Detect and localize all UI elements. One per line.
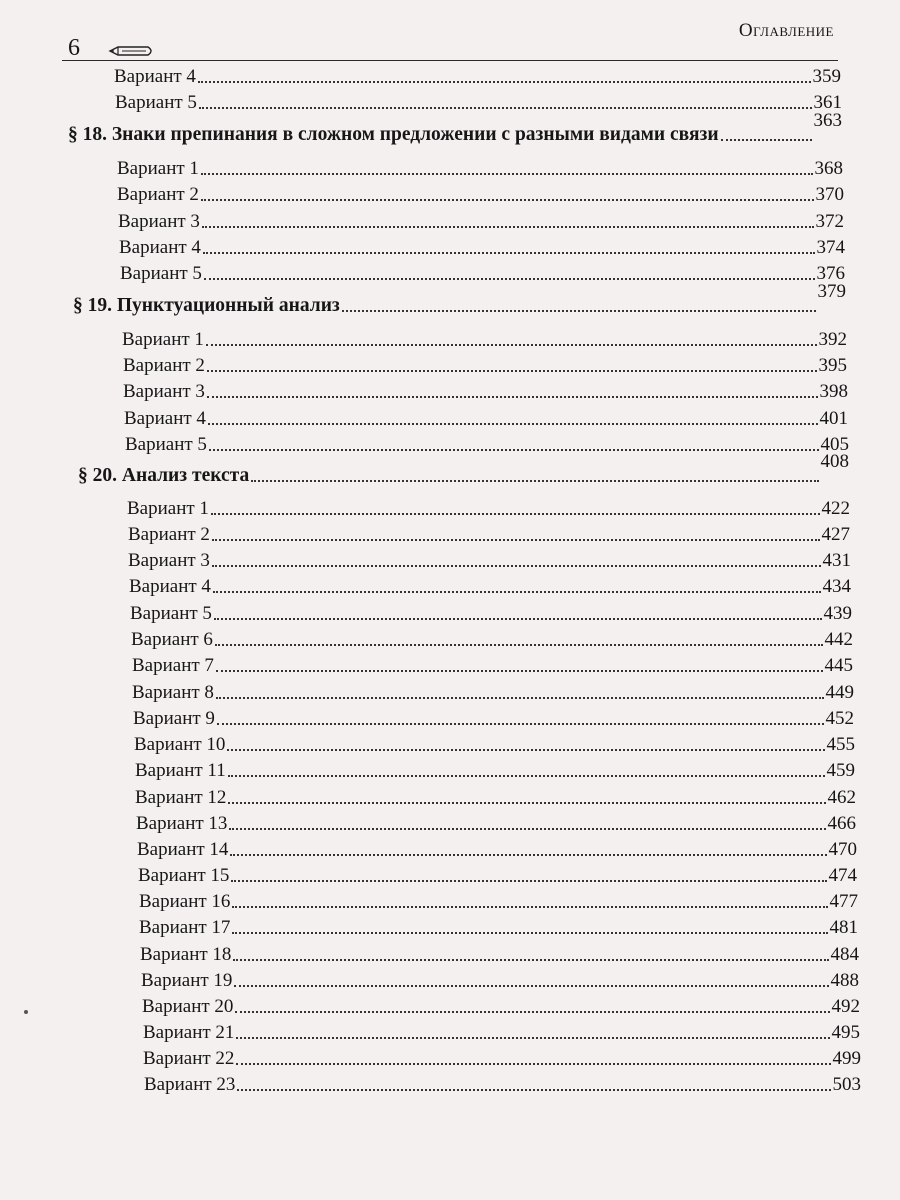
dot-leader	[206, 344, 817, 346]
page-number-ref: 503	[832, 1074, 861, 1095]
entry-label: Вариант 1	[122, 329, 204, 350]
entry-label: Вариант 2	[117, 184, 199, 205]
dot-leader	[228, 775, 825, 777]
page-number-ref: 427	[821, 524, 850, 545]
toc-entry-row	[127, 494, 850, 520]
page-number-ref: 374	[816, 237, 845, 258]
toc-entry-row	[129, 572, 851, 598]
page-number-ref: 379	[817, 281, 846, 302]
entry-label: Вариант 3	[123, 381, 205, 402]
dot-leader	[198, 81, 811, 83]
section-title: § 19. Пунктуационный анализ	[73, 295, 340, 316]
toc-entry-row	[136, 809, 856, 835]
toc-entry-row	[132, 651, 853, 677]
dot-leader	[207, 396, 818, 398]
dot-leader	[201, 173, 813, 175]
dot-leader	[232, 932, 827, 934]
dot-leader	[208, 423, 818, 425]
dot-leader	[216, 697, 824, 699]
entry-label: Вариант 18	[140, 944, 232, 965]
dot-leader	[230, 854, 826, 856]
entry-label: Вариант 2	[123, 355, 205, 376]
dot-leader	[212, 539, 820, 541]
toc-entry-row	[139, 887, 858, 913]
toc-section-row	[73, 281, 846, 317]
entry-label: Вариант 11	[135, 760, 226, 781]
dot-leader	[201, 199, 814, 201]
page-number-ref: 459	[826, 760, 855, 781]
dot-leader	[231, 880, 826, 882]
toc-entry-row	[143, 1044, 861, 1070]
toc-entry-row	[123, 377, 848, 403]
entry-label: Вариант 10	[134, 734, 226, 755]
page-number-ref: 470	[828, 839, 857, 860]
toc-section-row	[68, 110, 842, 146]
entry-label: Вариант 12	[135, 787, 227, 808]
entry-label: Вариант 1	[117, 158, 199, 179]
page-number-ref: 449	[825, 682, 854, 703]
page-number-ref: 445	[824, 655, 853, 676]
dot-leader	[217, 723, 824, 725]
page-number: 6	[68, 35, 80, 61]
toc-entry-row	[135, 756, 855, 782]
page-number-ref: 481	[829, 917, 858, 938]
toc-entry-row	[114, 62, 841, 88]
toc-entry-row	[143, 1018, 860, 1044]
dot-leader	[209, 449, 819, 451]
toc-entry-row	[120, 259, 845, 285]
entry-label: Вариант 8	[132, 682, 214, 703]
page-number-ref: 452	[825, 708, 854, 729]
page-number-ref: 495	[831, 1022, 860, 1043]
toc-entry-row	[139, 913, 858, 939]
margin-dot	[24, 1010, 28, 1014]
toc-entry-row	[117, 154, 843, 180]
page-number-ref: 370	[815, 184, 844, 205]
page-number-ref: 442	[824, 629, 853, 650]
entry-label: Вариант 9	[133, 708, 215, 729]
entry-label: Вариант 13	[136, 813, 228, 834]
toc-entry-row	[140, 940, 859, 966]
dot-leader	[229, 828, 825, 830]
dot-leader	[227, 749, 824, 751]
dot-leader	[232, 906, 827, 908]
dot-leader	[342, 310, 816, 312]
page-number-ref: 484	[830, 944, 859, 965]
toc-entry-row	[135, 783, 856, 809]
toc-entry-row	[123, 351, 847, 377]
page-number-ref: 455	[826, 734, 855, 755]
page-number-ref: 466	[827, 813, 856, 834]
entry-label: Вариант 23	[144, 1074, 236, 1095]
entry-label: Вариант 5	[120, 263, 202, 284]
entry-label: Вариант 3	[128, 550, 210, 571]
page-number-ref: 361	[813, 92, 842, 113]
toc-entry-row	[141, 966, 859, 992]
toc-entry-row	[137, 835, 857, 861]
page-number-ref: 398	[819, 381, 848, 402]
entry-label: Вариант 14	[137, 839, 229, 860]
dot-leader	[228, 802, 825, 804]
header-title: Оглавление	[738, 20, 834, 41]
toc-entry-row	[128, 520, 850, 546]
entry-label: Вариант 4	[114, 66, 196, 87]
page-number-ref: 401	[819, 408, 848, 429]
page-number-ref: 359	[812, 66, 841, 87]
dot-leader	[721, 139, 812, 141]
dot-leader	[207, 370, 817, 372]
toc-entry-row	[144, 1070, 861, 1096]
page-number-ref: 434	[822, 576, 851, 597]
entry-label: Вариант 1	[127, 498, 209, 519]
entry-label: Вариант 5	[115, 92, 197, 113]
dot-leader	[234, 985, 828, 987]
header-rule	[62, 60, 838, 61]
page-number-ref: 462	[827, 787, 856, 808]
page-number-ref: 368	[814, 158, 843, 179]
entry-label: Вариант 15	[138, 865, 230, 886]
dot-leader	[236, 1037, 829, 1039]
page-number-ref: 431	[822, 550, 851, 571]
page-number-ref: 474	[828, 865, 857, 886]
pen-icon	[108, 44, 156, 58]
toc-entry-row	[130, 599, 852, 625]
entry-label: Вариант 4	[129, 576, 211, 597]
dot-leader	[203, 252, 815, 254]
page-number-ref: 395	[818, 355, 847, 376]
dot-leader	[216, 670, 823, 672]
entry-label: Вариант 4	[119, 237, 201, 258]
dot-leader	[237, 1089, 830, 1091]
entry-label: Вариант 6	[131, 629, 213, 650]
page-number-ref: 439	[823, 603, 852, 624]
page-number-ref: 392	[818, 329, 847, 350]
page-number-ref: 492	[831, 996, 860, 1017]
toc-entry-row	[133, 704, 854, 730]
dot-leader	[233, 959, 828, 961]
entry-label: Вариант 2	[128, 524, 210, 545]
page-number-ref: 372	[815, 211, 844, 232]
dot-leader	[199, 107, 812, 109]
section-title: § 18. Знаки препинания в сложном предложении с разными видами связи	[68, 124, 719, 145]
toc-entry-row	[124, 404, 848, 430]
toc-entry-row	[125, 430, 849, 456]
page-number-ref: 488	[830, 970, 859, 991]
toc-section-row	[78, 451, 849, 487]
dot-leader	[211, 513, 820, 515]
entry-label: Вариант 21	[143, 1022, 235, 1043]
dot-leader	[202, 226, 814, 228]
entry-label: Вариант 3	[118, 211, 200, 232]
toc-entry-row	[142, 992, 860, 1018]
entry-label: Вариант 5	[130, 603, 212, 624]
page-number-ref: 499	[832, 1048, 861, 1069]
entry-label: Вариант 16	[139, 891, 231, 912]
entry-label: Вариант 20	[142, 996, 234, 1017]
page-number-ref: 363	[813, 110, 842, 131]
page-number-ref: 477	[829, 891, 858, 912]
dot-leader	[213, 591, 821, 593]
dot-leader	[251, 480, 818, 482]
entry-label: Вариант 22	[143, 1048, 235, 1069]
toc-entry-row	[115, 88, 842, 114]
toc-entry-row	[118, 207, 844, 233]
toc-entry-row	[122, 325, 847, 351]
dot-leader	[236, 1063, 830, 1065]
dot-leader	[235, 1011, 829, 1013]
page-number-ref: 405	[820, 434, 849, 455]
dot-leader	[212, 565, 821, 567]
toc-entry-row	[117, 180, 844, 206]
entry-label: Вариант 17	[139, 917, 231, 938]
toc-entry-row	[132, 678, 854, 704]
entry-label: Вариант 7	[132, 655, 214, 676]
page-number-ref: 376	[816, 263, 845, 284]
toc-entry-row	[128, 546, 851, 572]
toc-entry-row	[134, 730, 855, 756]
dot-leader	[214, 618, 822, 620]
dot-leader	[215, 644, 823, 646]
running-header	[62, 14, 838, 61]
page-number-ref: 408	[820, 451, 849, 472]
section-title: § 20. Анализ текста	[78, 465, 250, 486]
entry-label: Вариант 4	[124, 408, 206, 429]
toc-entry-row	[138, 861, 857, 887]
dot-leader	[204, 278, 815, 280]
toc-entry-row	[131, 625, 853, 651]
page-number-ref: 422	[821, 498, 850, 519]
entry-label: Вариант 19	[141, 970, 233, 991]
toc-entry-row	[119, 233, 845, 259]
entry-label: Вариант 5	[125, 434, 207, 455]
